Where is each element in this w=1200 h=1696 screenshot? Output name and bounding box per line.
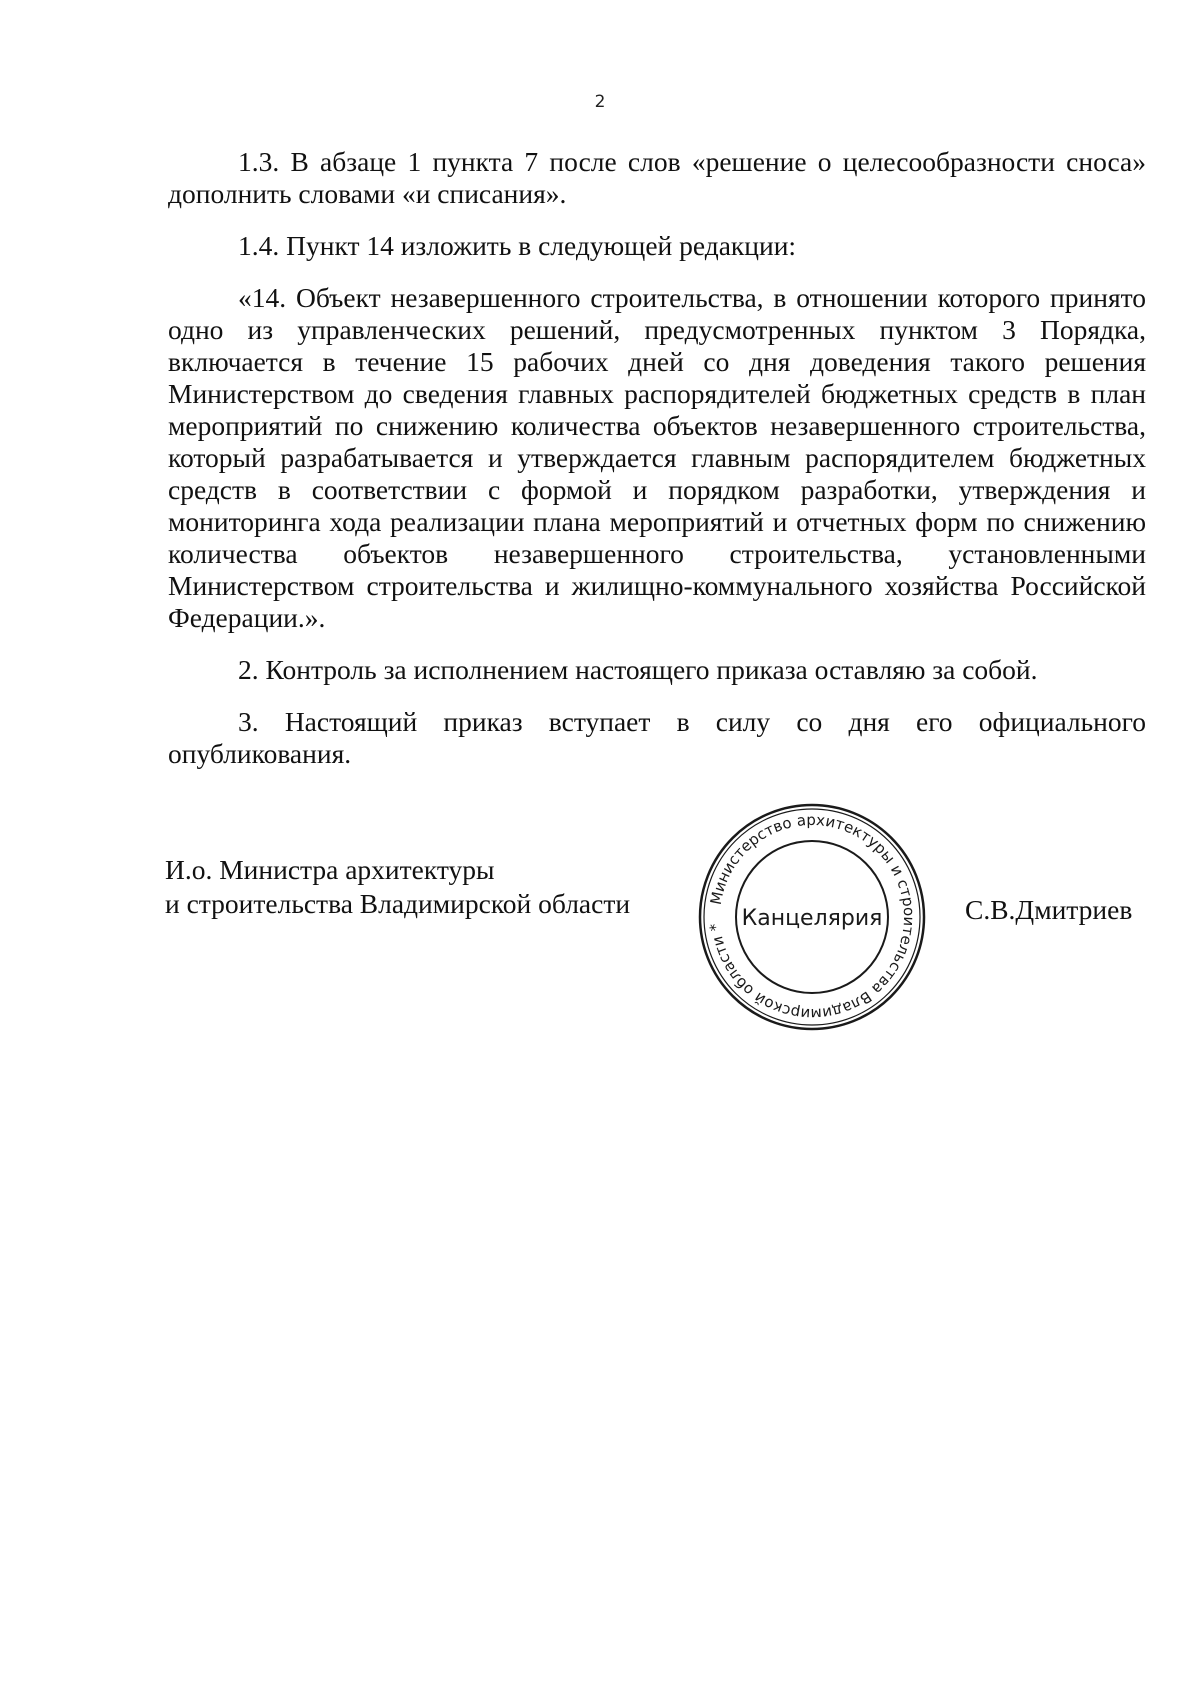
paragraph-1-4: 1.4. Пункт 14 изложить в следующей редакции: xyxy=(238,230,797,261)
signatory-position-line-2: и строительства Владимирской области xyxy=(165,888,631,919)
paragraph-quoted-14: «14. Объект незавершенного строительства, в отношении которого принято одно из управленческих решений, предусмотренных пунктом 3 Порядка, включается в течение 15 рабочих дней со дня доведения такого решения Министерством до сведения главных распорядителей бюджетных средств в план мероприятий по снижению количества объектов незавершенного строительства, который разрабатывается и утверждается главным распорядителем бюджетных средств в соответствии с формой и порядком разработки, утверждения и мониторинга хода реализации плана мероприятий и отчетных форм по снижению количества объектов незавершенного строительства, установленными Министерством строительства и жилищно-коммунального хозяйства Российской Федерации.». xyxy=(168,282,1146,633)
stamp-ring-text: Министерство архитектуры и строительства Владимирской области * xyxy=(706,810,919,1024)
office-stamp-seal xyxy=(695,800,929,1034)
paragraph-1-3: 1.3. В абзаце 1 пункта 7 после слов «решение о целесообразности сноса» дополнить словами «и списания». xyxy=(168,146,1146,209)
signatory-position xyxy=(165,853,630,921)
document-body xyxy=(168,146,1146,790)
paragraph-3: 3. Настоящий приказ вступает в силу со дня его официального опубликования. xyxy=(168,706,1146,769)
stamp-center-text: Канцелярия xyxy=(741,906,883,931)
paragraph-2: 2. Контроль за исполнением настоящего приказа оставляю за собой. xyxy=(238,654,1038,685)
page-number: 2 xyxy=(594,92,606,112)
signatory-position-line-1: И.о. Министра архитектуры xyxy=(165,854,495,885)
signatory-name: С.В.Дмитриев xyxy=(965,894,1133,925)
